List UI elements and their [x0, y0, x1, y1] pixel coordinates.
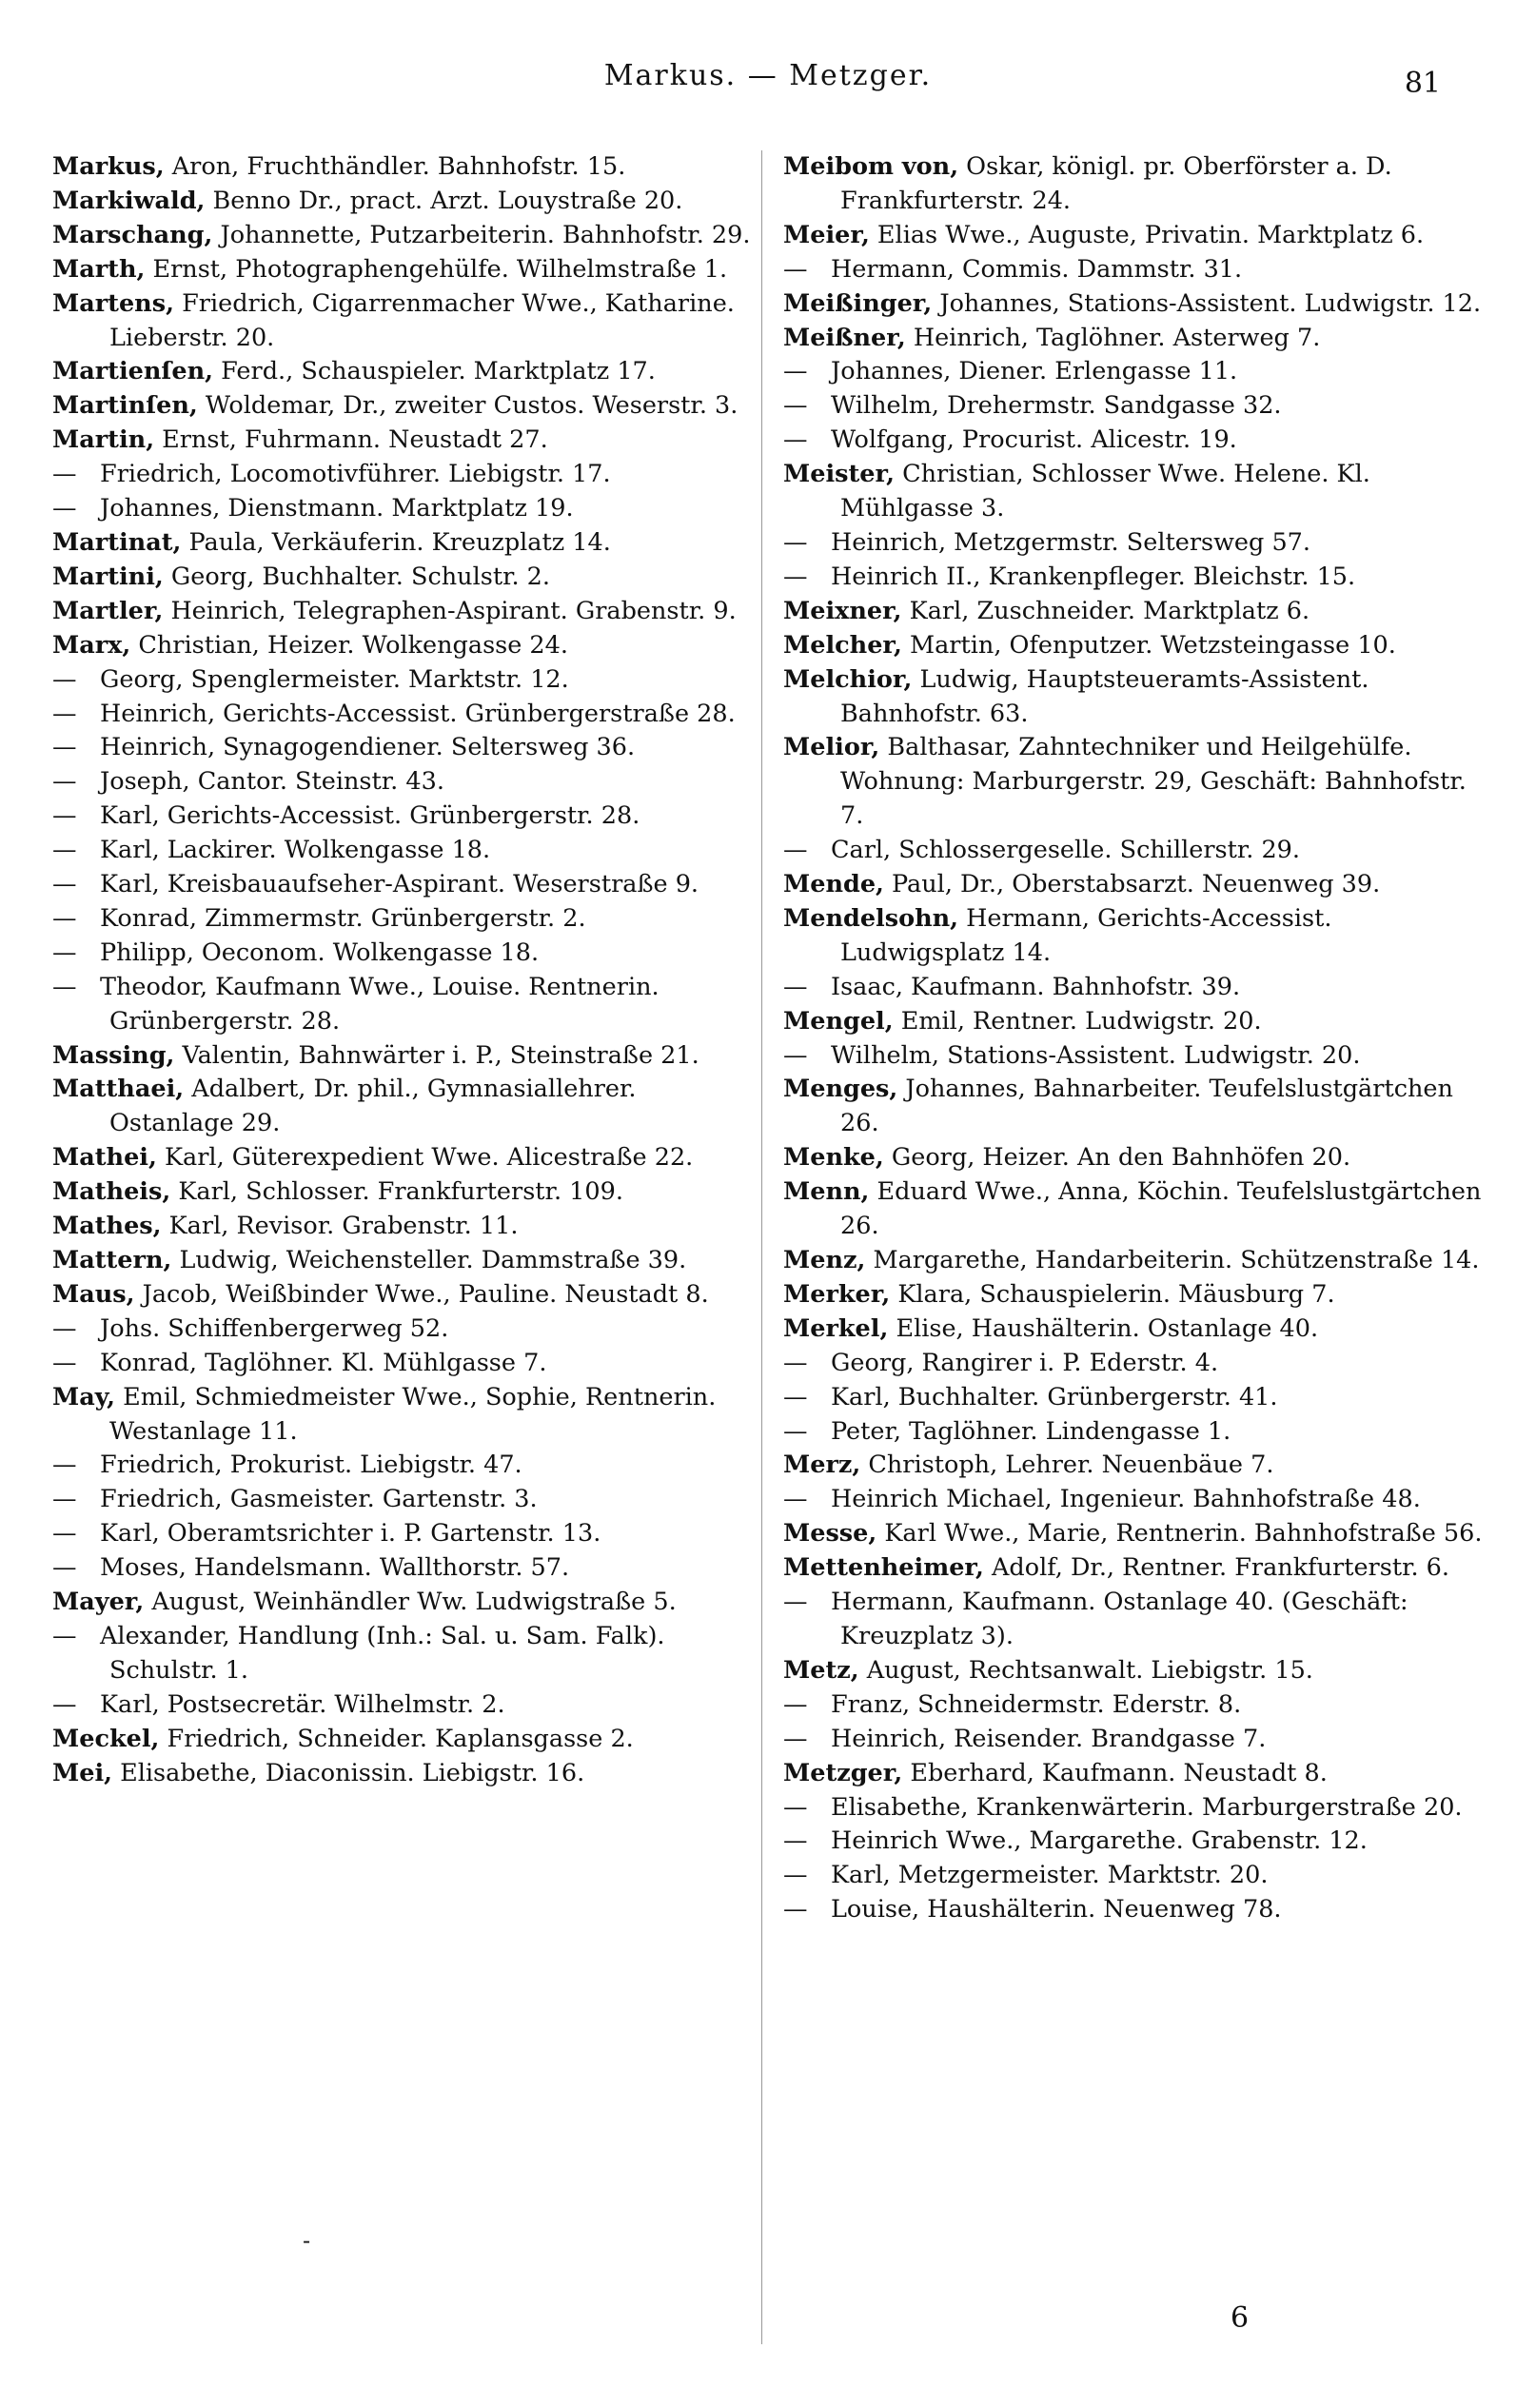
entry-details: Friedrich, Locomotivführer. Liebigstr. 17. [100, 460, 611, 489]
entry-details: Woldemar, Dr., zweiter Custos. Weserstr. 3. [197, 391, 738, 421]
entry-surname: Meißinger, [783, 288, 933, 318]
directory-entry [783, 663, 1492, 732]
directory-entry [52, 868, 761, 902]
ditto-dash: — [783, 1826, 808, 1856]
directory-entry [52, 1313, 761, 1347]
directory-entry [52, 698, 761, 732]
directory-entry [52, 1278, 761, 1313]
directory-entry [783, 595, 1492, 629]
entry-details: Franz, Schneidermstr. Ederstr. 8. [831, 1689, 1242, 1719]
entry-details: Aron, Fruchthändler. Bahnhofstr. 15. [164, 152, 626, 181]
ditto-dash: — [52, 767, 77, 797]
entry-details: Wolfgang, Procurist. Alicestr. 19. [831, 425, 1237, 455]
directory-entry [783, 1244, 1492, 1278]
entry-surname: Melior, [783, 733, 880, 762]
entry-surname: Markus, [52, 152, 165, 181]
entry-details: Moses, Handelsmann. Wallthorstr. 57. [100, 1553, 570, 1583]
directory-entry [52, 1483, 761, 1517]
directory-entry [783, 868, 1492, 902]
directory-entry [783, 1791, 1492, 1826]
ditto-dash: — [52, 1485, 77, 1514]
directory-entry [783, 1278, 1492, 1313]
entry-details: Benno Dr., pract. Arzt. Louystraße 20. [205, 186, 683, 215]
page-number: 81 [1404, 67, 1441, 100]
directory-entry [783, 902, 1492, 971]
ditto-dash: — [52, 1553, 77, 1583]
directory-entry [783, 1859, 1492, 1893]
directory-entry [783, 1381, 1492, 1415]
entry-surname: Melchior, [783, 664, 913, 694]
entry-surname: Martin, [52, 425, 155, 455]
entry-surname: Matheis, [52, 1177, 171, 1207]
ditto-dash: — [52, 1621, 77, 1650]
directory-entry [783, 322, 1492, 356]
entry-details: Karl, Zuschneider. Marktplatz 6. [901, 596, 1310, 625]
entry-details: Karl, Schlosser. Frankfurterstr. 109. [170, 1177, 623, 1207]
entry-details: Johannes, Stations-Assistent. Ludwigstr. 12. [932, 288, 1482, 318]
ditto-dash: — [783, 254, 808, 284]
entry-surname: Meibom von, [783, 152, 959, 181]
entry-details: Konrad, Zimmermstr. Grünbergerstr. 2. [100, 903, 586, 933]
entry-surname: Mathes, [52, 1212, 162, 1241]
entry-surname: Merz, [783, 1451, 861, 1480]
directory-entry [52, 355, 761, 389]
directory-entry [52, 561, 761, 595]
entry-surname: Menges, [783, 1075, 898, 1104]
entry-details: Martin, Ofenputzer. Wetzsteingasse 10. [901, 630, 1396, 660]
directory-entry [783, 355, 1492, 389]
directory-entry [52, 389, 761, 424]
entry-surname: Mengel, [783, 1006, 894, 1036]
entry-surname: Merkel, [783, 1313, 889, 1343]
directory-entry [783, 1039, 1492, 1074]
directory-entry [783, 1688, 1492, 1723]
directory-entry [52, 937, 761, 971]
entry-surname: Martinſen, [52, 391, 198, 421]
entry-details: Johannes, Dienstmann. Marktplatz 19. [100, 494, 574, 523]
entry-details: Ernst, Fuhrmann. Neustadt 27. [154, 425, 548, 455]
entry-details: Heinrich, Reisender. Brandgasse 7. [831, 1724, 1267, 1753]
entry-details: Adolf, Dr., Rentner. Frankfurterstr. 6. [983, 1553, 1450, 1583]
directory-entry [52, 595, 761, 629]
directory-entry [783, 731, 1492, 834]
entry-details: Heinrich Wwe., Margarethe. Grabenstr. 12. [831, 1826, 1368, 1856]
entry-surname: Martienſen, [52, 357, 214, 386]
entry-details: Elisabethe, Diaconissin. Liebigstr. 16. [112, 1758, 585, 1787]
ditto-dash: — [783, 1895, 808, 1924]
ditto-dash: — [52, 836, 77, 865]
ditto-dash: — [783, 1689, 808, 1719]
directory-entry [52, 902, 761, 937]
entry-details: Elias Wwe., Auguste, Privatin. Marktplatz 6. [869, 220, 1425, 249]
directory-entry [52, 424, 761, 458]
directory-entry [52, 1449, 761, 1483]
entry-surname: Menke, [783, 1143, 884, 1173]
directory-entry [783, 629, 1492, 663]
directory-entry [52, 1210, 761, 1244]
entry-surname: Melcher, [783, 630, 902, 660]
entry-details: Hermann, Gerichts-Accessist. Ludwigsplatz 14. [840, 903, 1332, 967]
directory-entry [783, 1483, 1492, 1517]
directory-entry [52, 492, 761, 526]
directory-entry [52, 219, 761, 253]
ditto-dash: — [783, 1861, 808, 1890]
entry-details: Wilhelm, Drehermstr. Sandgasse 32. [831, 391, 1282, 421]
entry-surname: Marx, [52, 630, 131, 660]
ditto-dash: — [52, 460, 77, 489]
entry-details: Emil, Rentner. Ludwigstr. 20. [893, 1006, 1262, 1036]
directory-entry [52, 834, 761, 868]
entry-details: Karl, Güterexpedient Wwe. Alicestraße 22. [156, 1143, 694, 1173]
directory-entry [783, 1551, 1492, 1586]
entry-surname: Markiwald, [52, 186, 206, 215]
ditto-dash: — [52, 1689, 77, 1719]
directory-entry [52, 971, 761, 1039]
entry-details: Karl, Buchhalter. Grünbergerstr. 41. [831, 1382, 1278, 1411]
ditto-dash: — [783, 391, 808, 421]
directory-entry [783, 1449, 1492, 1483]
directory-entry [52, 799, 761, 834]
entry-surname: Martler, [52, 596, 164, 625]
directory-entry [52, 253, 761, 287]
directory-entry [52, 526, 761, 561]
directory-entry [783, 219, 1492, 253]
entry-surname: Marth, [52, 254, 146, 284]
entry-surname: Menn, [783, 1177, 870, 1207]
directory-entry [783, 1723, 1492, 1757]
entry-details: Ferd., Schauspieler. Marktplatz 17. [213, 357, 656, 386]
directory-entry [52, 1141, 761, 1175]
directory-entry [52, 150, 761, 185]
entry-surname: Menz, [783, 1246, 866, 1274]
directory-entry [52, 1175, 761, 1210]
entry-surname: Marschang, [52, 220, 213, 249]
entry-surname: Massing, [52, 1040, 175, 1070]
entry-surname: Matthaei, [52, 1075, 185, 1104]
ditto-dash: — [783, 972, 808, 1001]
entry-details: Christoph, Lehrer. Neuenbäue 7. [860, 1451, 1274, 1480]
entry-details: Heinrich, Taglöhner. Asterweg 7. [905, 323, 1321, 352]
entry-details: Oskar, königl. pr. Oberförster a. D. Frankfurterstr. 24. [840, 152, 1392, 215]
entry-surname: Martini, [52, 562, 164, 591]
entry-details: Georg, Rangirer i. P. Ederstr. 4. [831, 1348, 1219, 1377]
entry-details: Philipp, Oeconom. Wolkengasse 18. [100, 938, 540, 967]
entry-surname: Mathei, [52, 1143, 157, 1173]
entry-details: Heinrich Michael, Ingenieur. Bahnhofstraße 48. [831, 1485, 1421, 1514]
directory-entry [52, 1551, 761, 1586]
directory-entry [783, 1005, 1492, 1039]
directory-entry [783, 561, 1492, 595]
directory-entry [52, 765, 761, 799]
running-title: Markus. — Metzger. [603, 59, 933, 92]
entry-details: Heinrich, Gerichts-Accessist. Grünbergerstraße 28. [100, 699, 736, 728]
directory-entry [783, 424, 1492, 458]
entry-surname: Merker, [783, 1279, 891, 1309]
entry-surname: Meixner, [783, 596, 902, 625]
entry-details: Heinrich, Telegraphen-Aspirant. Grabenstr. 9. [163, 596, 737, 625]
entry-details: Friedrich, Prokurist. Liebigstr. 47. [100, 1451, 522, 1480]
entry-details: Johannes, Bahnarbeiter. Teufelslustgärtchen 26. [840, 1075, 1453, 1138]
entry-details: Heinrich, Metzgermstr. Seltersweg 57. [831, 527, 1310, 557]
entry-details: Elise, Haushälterin. Ostanlage 40. [888, 1313, 1319, 1343]
entry-surname: Martinat, [52, 527, 182, 557]
entry-surname: Metz, [783, 1655, 859, 1685]
entry-details: Valentin, Bahnwärter i. P., Steinstraße 21. [174, 1040, 699, 1070]
ditto-dash: — [52, 870, 77, 899]
entry-details: Isaac, Kaufmann. Bahnhofstr. 39. [831, 972, 1241, 1001]
entry-surname: Messe, [783, 1519, 877, 1549]
directory-entry [783, 1825, 1492, 1859]
directory-entry [52, 1347, 761, 1381]
directory-entry [52, 1073, 761, 1141]
entry-details: Georg, Buchhalter. Schulstr. 2. [163, 562, 551, 591]
directory-entry [52, 287, 761, 356]
ditto-dash: — [783, 1416, 808, 1446]
entry-details: Jacob, Weißbinder Wwe., Pauline. Neustadt 8. [134, 1279, 709, 1309]
entry-details: Karl, Revisor. Grabenstr. 11. [161, 1212, 519, 1241]
entry-surname: Meier, [783, 220, 870, 249]
entry-details: August, Rechtsanwalt. Liebigstr. 15. [858, 1655, 1313, 1685]
entry-details: Karl, Metzgermeister. Marktstr. 20. [831, 1861, 1269, 1890]
directory-entry [783, 287, 1492, 322]
sheet-signature: 6 [1231, 2301, 1250, 2335]
entry-details: Elisabethe, Krankenwärterin. Marburgerstraße 20. [831, 1792, 1463, 1822]
directory-entry [783, 1586, 1492, 1654]
ditto-dash: — [52, 1451, 77, 1480]
ditto-dash: — [783, 1724, 808, 1753]
entry-surname: Martens, [52, 288, 174, 318]
directory-entry [52, 731, 761, 765]
entry-details: Friedrich, Cigarrenmacher Wwe., Katharine. Lieberstr. 20. [109, 288, 735, 352]
entry-surname: May, [52, 1382, 116, 1411]
directory-entry [783, 1757, 1492, 1791]
entry-details: Johs. Schiffenbergerweg 52. [100, 1313, 449, 1343]
entry-details: Adalbert, Dr. phil., Gymnasiallehrer. Ostanlage 29. [109, 1075, 637, 1138]
entry-details: Konrad, Taglöhner. Kl. Mühlgasse 7. [100, 1348, 547, 1377]
directory-entry [783, 834, 1492, 868]
ditto-dash: — [783, 527, 808, 557]
entry-surname: Meister, [783, 460, 895, 489]
directory-entry [52, 1620, 761, 1688]
ditto-dash: — [783, 357, 808, 386]
directory-entry [783, 1893, 1492, 1927]
entry-details: Georg, Heizer. An den Bahnhöfen 20. [883, 1143, 1351, 1173]
directory-entry [52, 458, 761, 492]
ditto-dash: — [783, 1485, 808, 1514]
entry-details: Eduard Wwe., Anna, Köchin. Teufelslustgärtchen 26. [840, 1177, 1482, 1241]
directory-entry [783, 1141, 1492, 1175]
entry-details: Johannes, Diener. Erlengasse 11. [831, 357, 1238, 386]
ditto-dash: — [783, 562, 808, 591]
ditto-dash: — [52, 1348, 77, 1377]
entry-details: Georg, Spenglermeister. Marktstr. 12. [100, 664, 569, 694]
directory-entry [783, 1313, 1492, 1347]
ditto-dash: — [52, 1519, 77, 1549]
directory-entry [52, 663, 761, 698]
entry-details: Karl, Kreisbauaufseher-Aspirant. Weserstraße 9. [100, 870, 699, 899]
entry-details: Louise, Haushälterin. Neuenweg 78. [831, 1895, 1282, 1924]
entry-details: Emil, Schmiedmeister Wwe., Sophie, Rentnerin. Westanlage 11. [109, 1382, 717, 1446]
entry-details: Margarethe, Handarbeiterin. Schützenstraße 14. [865, 1246, 1480, 1274]
entry-details: Balthasar, Zahntechniker und Heilgehülfe. Wohnung: Marburgerstr. 29, Geschäft: Bahnhofstr. 7. [840, 733, 1467, 831]
ditto-dash: — [783, 1792, 808, 1822]
entry-details: Friedrich, Schneider. Kaplansgasse 2. [159, 1724, 634, 1753]
directory-entry [52, 1688, 761, 1723]
directory-entry [52, 1586, 761, 1620]
entry-details: Hermann, Kaufmann. Ostanlage 40. (Geschäft: Kreuzplatz 3). [831, 1588, 1408, 1650]
entry-details: Ernst, Photographengehülfe. Wilhelmstraße 1. [145, 254, 728, 284]
ditto-dash: — [52, 699, 77, 728]
entry-details: Karl, Oberamtsrichter i. P. Gartenstr. 13. [100, 1519, 601, 1549]
directory-entry [52, 1039, 761, 1074]
entry-details: Carl, Schlossergeselle. Schillerstr. 29. [831, 836, 1301, 865]
directory-entry [52, 185, 761, 219]
directory-entry [52, 629, 761, 663]
entry-details: Ludwig, Weichensteller. Dammstraße 39. [171, 1246, 687, 1274]
directory-entry [52, 1244, 761, 1278]
directory-entry [783, 526, 1492, 561]
entry-details: Johannette, Putzarbeiterin. Bahnhofstr. 29. [212, 220, 751, 249]
entry-surname: Mayer, [52, 1588, 145, 1617]
left-column [52, 150, 761, 1791]
ditto-dash: — [783, 1588, 808, 1617]
ditto-dash: — [52, 801, 77, 831]
directory-entry [783, 458, 1492, 526]
ditto-dash: — [783, 1348, 808, 1377]
entry-details: Peter, Taglöhner. Lindengasse 1. [831, 1416, 1231, 1446]
directory-entry [783, 971, 1492, 1005]
ditto-dash: — [52, 938, 77, 967]
page-header [0, 59, 1536, 116]
directory-entry [783, 1415, 1492, 1450]
entry-details: Alexander, Handlung (Inh.: Sal. u. Sam. Falk). Schulstr. 1. [100, 1621, 665, 1685]
ditto-dash: — [52, 903, 77, 933]
directory-entry [52, 1723, 761, 1757]
column-divider [761, 150, 762, 2344]
ditto-dash: — [52, 1313, 77, 1343]
entry-surname: Maus, [52, 1279, 135, 1309]
ditto-dash: — [783, 1382, 808, 1411]
entry-surname: Mettenheimer, [783, 1553, 984, 1583]
ditto-dash: — [52, 494, 77, 523]
entry-details: Eberhard, Kaufmann. Neustadt 8. [902, 1758, 1328, 1787]
ditto-dash: — [52, 733, 77, 762]
directory-entry [52, 1517, 761, 1551]
footer-mark: - [303, 2227, 311, 2254]
right-column [783, 150, 1492, 1927]
entry-surname: Mattern, [52, 1246, 172, 1274]
entry-details: Karl, Lackirer. Wolkengasse 18. [100, 836, 491, 865]
ditto-dash: — [52, 664, 77, 694]
entry-details: Ludwig, Hauptsteueramts-Assistent. Bahnhofstr. 63. [840, 664, 1369, 728]
entry-details: August, Weinhändler Ww. Ludwigstraße 5. [144, 1588, 677, 1617]
directory-entry [783, 1517, 1492, 1551]
entry-surname: Mende, [783, 870, 884, 899]
entry-details: Hermann, Commis. Dammstr. 31. [831, 254, 1243, 284]
directory-entry [783, 1347, 1492, 1381]
entry-details: Heinrich II., Krankenpfleger. Bleichstr. 15. [831, 562, 1356, 591]
directory-entry [783, 1175, 1492, 1244]
entry-details: Klara, Schauspielerin. Mäusburg 7. [890, 1279, 1335, 1309]
entry-details: Christian, Heizer. Wolkengasse 24. [130, 630, 568, 660]
ditto-dash: — [783, 836, 808, 865]
entry-details: Friedrich, Gasmeister. Gartenstr. 3. [100, 1485, 538, 1514]
entry-details: Karl, Gerichts-Accessist. Grünbergerstr. 28. [100, 801, 640, 831]
entry-details: Karl, Postsecretär. Wilhelmstr. 2. [100, 1689, 505, 1719]
entry-details: Paul, Dr., Oberstabsarzt. Neuenweg 39. [883, 870, 1381, 899]
entry-surname: Meckel, [52, 1724, 160, 1753]
entry-surname: Meißner, [783, 323, 906, 352]
entry-details: Theodor, Kaufmann Wwe., Louise. Rentnerin. Grünbergerstr. 28. [100, 972, 660, 1036]
entry-details: Paula, Verkäuferin. Kreuzplatz 14. [181, 527, 611, 557]
entry-details: Karl Wwe., Marie, Rentnerin. Bahnhofstraße 56. [876, 1519, 1483, 1549]
entry-details: Wilhelm, Stations-Assistent. Ludwigstr. 20. [831, 1040, 1361, 1070]
directory-entry [783, 1073, 1492, 1141]
directory-entry [52, 1381, 761, 1450]
entry-details: Joseph, Cantor. Steinstr. 43. [100, 767, 444, 797]
entry-surname: Mei, [52, 1758, 113, 1787]
entry-details: Christian, Schlosser Wwe. Helene. Kl. Mühlgasse 3. [840, 460, 1370, 523]
directory-entry [783, 1654, 1492, 1688]
directory-entry [783, 150, 1492, 219]
entry-surname: Metzger, [783, 1758, 903, 1787]
directory-entry [783, 389, 1492, 424]
entry-details: Heinrich, Synagogendiener. Seltersweg 36. [100, 733, 636, 762]
ditto-dash: — [783, 1040, 808, 1070]
directory-entry [52, 1757, 761, 1791]
entry-surname: Mendelsohn, [783, 903, 959, 933]
ditto-dash: — [783, 425, 808, 455]
directory-entry [783, 253, 1492, 287]
ditto-dash: — [52, 972, 77, 1001]
